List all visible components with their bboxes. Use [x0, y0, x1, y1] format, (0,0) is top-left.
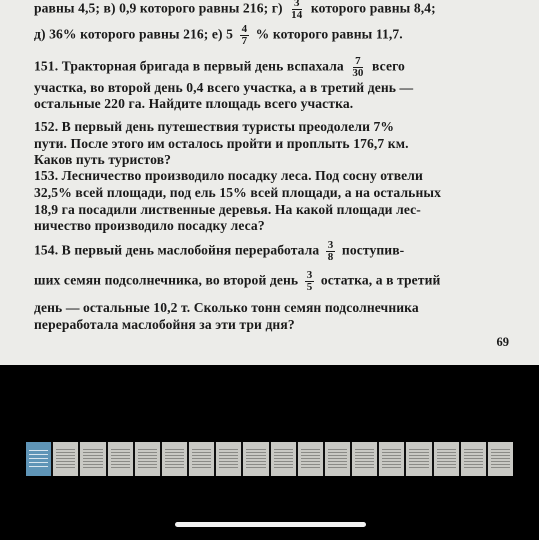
problem-154-line-1: [34, 240, 511, 263]
fraction-numerator: 3: [327, 239, 334, 251]
fraction: [326, 240, 336, 263]
problem-153-line-4: ничество производило посадку леса?: [34, 218, 265, 233]
problem-151-line-1: [34, 56, 511, 79]
page-thumbnail[interactable]: [216, 442, 241, 476]
fraction-numerator: 4: [241, 23, 248, 35]
problem-154-line-2: [34, 270, 511, 293]
page-thumbnail[interactable]: [325, 442, 350, 476]
fraction-numerator: 3: [293, 0, 300, 9]
text-segment: Тракторная бригада в первый день вспахала: [61, 58, 344, 74]
page-thumbnail[interactable]: [26, 442, 51, 476]
text-segment: 154. В первый день маслобойня переработала: [34, 242, 320, 258]
page-thumbnail[interactable]: [80, 442, 105, 476]
text-segment: всего: [372, 58, 405, 74]
home-indicator[interactable]: [175, 522, 366, 527]
fraction-numerator: 7: [355, 55, 361, 67]
page-thumbnail[interactable]: [108, 442, 133, 476]
problem-number: 151.: [34, 58, 59, 74]
page-thumbnail[interactable]: [271, 442, 296, 476]
page-thumbnail[interactable]: [461, 442, 486, 476]
text-segment: которого равны 8,4;: [310, 0, 436, 16]
fraction: [289, 0, 304, 21]
text-segment: д) 36% которого равны 216; е) 5: [34, 26, 234, 42]
page-thumbnail[interactable]: [352, 442, 377, 476]
problem-152-line-3: Каков путь туристов?: [34, 152, 172, 167]
page-thumbnail[interactable]: [243, 442, 268, 476]
fraction: [350, 56, 365, 79]
fraction-denominator: 14: [291, 9, 303, 21]
text-segment: ших семян подсолнечника, во второй день: [34, 272, 299, 288]
page-thumbnail[interactable]: [379, 442, 404, 476]
page-thumbnail[interactable]: [434, 442, 459, 476]
problem-152-line-2: пути. После этого им осталось пройти и проплыть 176,7 км.: [34, 136, 409, 151]
page-thumbnail[interactable]: [189, 442, 214, 476]
fraction: [240, 24, 250, 47]
text-segment: остатка, а в третий: [320, 272, 441, 288]
page-thumbnail[interactable]: [53, 442, 78, 476]
page-thumbnail[interactable]: [162, 442, 187, 476]
top-line-1: [34, 0, 511, 21]
problem-154-line-3: день — остальные 10,2 т. Сколько тонн семян подсолнечника: [34, 300, 419, 315]
problem-151-line-3: остальные 220 га. Найдите площадь всего участка.: [34, 96, 354, 111]
fraction-denominator: 30: [352, 67, 364, 79]
text-segment: % которого равны 11,7.: [255, 26, 403, 42]
fraction-denominator: 7: [241, 35, 248, 47]
page-thumbnail[interactable]: [135, 442, 160, 476]
page-thumbnail[interactable]: [406, 442, 431, 476]
page-thumbnail[interactable]: [298, 442, 323, 476]
problem-154-line-4: переработала маслобойня за эти три дня?: [34, 317, 295, 332]
problem-152-line-1: 152. В первый день путешествия туристы преодолели 7%: [34, 119, 395, 134]
problem-153-line-2: 32,5% всей площади, под ель 15% всей площади, а на остальных: [34, 185, 442, 200]
thumbnail-strip[interactable]: [26, 442, 513, 476]
fraction-denominator: 8: [327, 251, 334, 263]
fraction-numerator: 3: [306, 269, 313, 281]
page-number: 69: [496, 335, 509, 349]
problem-153-line-3: 18,9 га посадили лиственные деревья. На какой площади лес-: [34, 202, 421, 217]
text-segment: поступив-: [341, 242, 405, 258]
top-line-2: [34, 24, 511, 47]
fraction: [305, 270, 315, 293]
fraction-denominator: 5: [306, 281, 313, 293]
page-thumbnail[interactable]: [488, 442, 513, 476]
problem-153-line-1: 153. Лесничество производило посадку леса. Под сосну отвели: [34, 168, 423, 183]
problem-151-line-2: участка, во второй день 0,4 всего участка, а в третий день —: [34, 80, 414, 95]
text-segment: равны 4,5; в) 0,9 которого равны 216; г): [34, 0, 283, 16]
